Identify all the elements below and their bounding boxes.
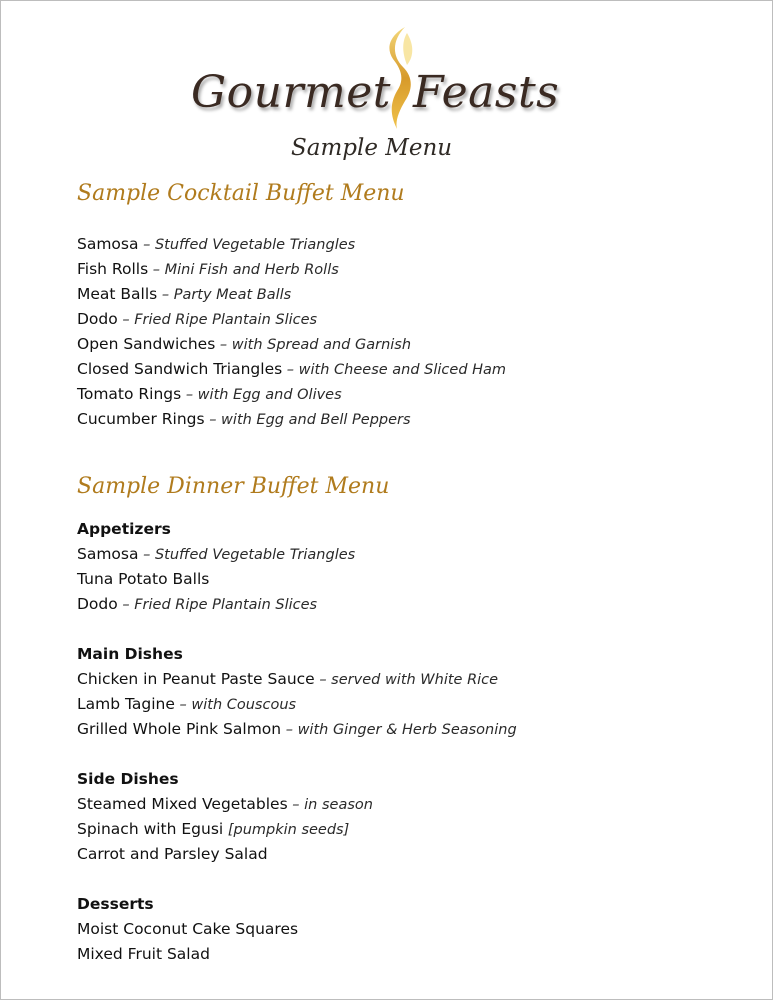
menu-item	[77, 592, 355, 617]
dinner-section-title: Sample Dinner Buffet Menu	[77, 474, 390, 499]
cocktail-section-title: Sample Cocktail Buffet Menu	[77, 181, 405, 206]
menu-item	[77, 357, 506, 382]
menu-item-description: – with Couscous	[174, 697, 297, 713]
menu-item	[77, 667, 517, 692]
menu-item-name: Moist Coconut Cake Squares	[77, 920, 299, 938]
menu-item-description: – served with White Rice	[314, 672, 499, 688]
menu-item-name: Lamb Tagine	[77, 695, 175, 713]
side-dishes-group	[77, 767, 373, 867]
menu-item	[77, 692, 517, 717]
menu-item-name: Samosa	[77, 235, 139, 253]
menu-item	[77, 917, 298, 942]
menu-item	[77, 232, 506, 257]
menu-item	[77, 307, 506, 332]
menu-item	[77, 257, 506, 282]
cocktail-menu-list	[77, 232, 506, 432]
main-dishes-group	[77, 642, 517, 742]
menu-item-name: Fish Rolls	[77, 260, 149, 278]
menu-item-description: – Party Meat Balls	[157, 287, 292, 303]
menu-item-description: – Mini Fish and Herb Rolls	[148, 262, 339, 278]
menu-item	[77, 942, 298, 967]
menu-item-name: Spinach with Egusi	[77, 820, 224, 838]
category-heading: Appetizers	[77, 520, 171, 538]
menu-item-name: Tomato Rings	[77, 385, 182, 403]
menu-item-name: Carrot and Parsley Salad	[77, 845, 268, 863]
menu-item-description: – Fried Ripe Plantain Slices	[117, 312, 318, 328]
menu-item	[77, 542, 355, 567]
menu-item-description: – with Spread and Garnish	[215, 337, 412, 353]
menu-item-description: – Fried Ripe Plantain Slices	[117, 597, 318, 613]
menu-item-description: – with Cheese and Sliced Ham	[282, 362, 507, 378]
menu-item	[77, 407, 506, 432]
menu-item-name: Dodo	[77, 595, 118, 613]
menu-item	[77, 817, 373, 842]
menu-item-name: Cucumber Rings	[77, 410, 205, 428]
menu-item-name: Closed Sandwich Triangles	[77, 360, 283, 378]
menu-item	[77, 842, 373, 867]
category-heading: Main Dishes	[77, 645, 183, 663]
menu-item-description: [pumpkin seeds]	[223, 822, 350, 838]
menu-item	[77, 792, 373, 817]
menu-item-description: – in season	[287, 797, 373, 813]
menu-item-name: Mixed Fruit Salad	[77, 945, 210, 963]
menu-item-description: – with Egg and Bell Peppers	[204, 412, 411, 428]
menu-item-name: Open Sandwiches	[77, 335, 216, 353]
menu-item	[77, 567, 355, 592]
logo-word-left: Gourmet	[191, 67, 391, 118]
page-subtitle: Sample Menu	[291, 135, 453, 161]
menu-item-description: – Stuffed Vegetable Triangles	[138, 237, 356, 253]
menu-item-description: – with Ginger & Herb Seasoning	[281, 722, 517, 738]
gourmet-feasts-logo	[187, 25, 560, 135]
menu-item	[77, 717, 517, 742]
logo-word-right: Feasts	[413, 67, 560, 118]
category-heading: Side Dishes	[77, 770, 179, 788]
menu-item-name: Grilled Whole Pink Salmon	[77, 720, 282, 738]
menu-item-name: Steamed Mixed Vegetables	[77, 795, 288, 813]
menu-item-name: Meat Balls	[77, 285, 158, 303]
menu-item-description: – Stuffed Vegetable Triangles	[138, 547, 356, 563]
desserts-group	[77, 892, 298, 967]
appetizers-group	[77, 517, 355, 617]
menu-item-name: Samosa	[77, 545, 139, 563]
menu-item-name: Dodo	[77, 310, 118, 328]
menu-item-name: Chicken in Peanut Paste Sauce	[77, 670, 315, 688]
menu-item-name: Tuna Potato Balls	[77, 570, 210, 588]
menu-item	[77, 332, 506, 357]
category-heading: Desserts	[77, 895, 154, 913]
menu-item	[77, 282, 506, 307]
menu-item-description: – with Egg and Olives	[181, 387, 342, 403]
menu-item	[77, 382, 506, 407]
